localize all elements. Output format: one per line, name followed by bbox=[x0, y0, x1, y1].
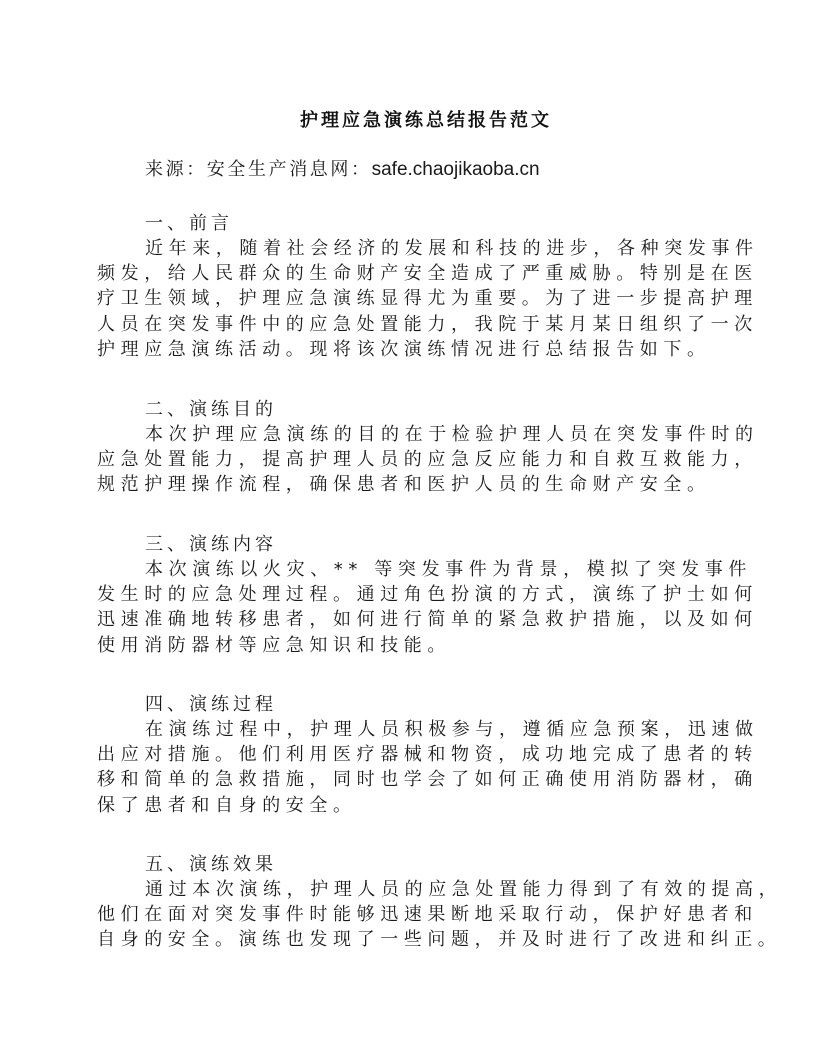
paragraph-line: 护理应急演练活动。现将该次演练情况进行总结报告如下。 bbox=[97, 338, 711, 360]
paragraph-line: 使用消防器材等应急知识和技能。 bbox=[97, 634, 451, 656]
paragraph-line: 迅速准确地转移患者，如何进行简单的紧急救护措施，以及如何 bbox=[97, 609, 758, 631]
section-purpose bbox=[97, 397, 759, 498]
paragraph-line: 规范护理操作流程，确保患者和医护人员的生命财产安全。 bbox=[97, 474, 711, 496]
section-preface bbox=[97, 211, 759, 362]
source-line bbox=[145, 157, 540, 183]
source-label: 来源：安全生产消息网： bbox=[145, 159, 372, 180]
section-content bbox=[97, 532, 758, 658]
paragraph-line: 自身的安全。演练也发现了一些问题，并及时进行了改进和纠正。 bbox=[97, 929, 782, 951]
paragraph-line: 他们在面对突发事件时能够迅速果断地采取行动，保护好患者和 bbox=[97, 904, 758, 926]
source-url: safe.chaojikaoba.cn bbox=[371, 159, 540, 180]
paragraph-line: 频发，给人民群众的生命财产安全造成了严重威胁。特别是在医 bbox=[97, 263, 758, 285]
paragraph-line: 近年来，随着社会经济的发展和科技的进步，各种突发事件 bbox=[145, 238, 759, 259]
section-heading: 二、演练目的 bbox=[145, 399, 277, 420]
section-heading: 一、前言 bbox=[145, 213, 233, 234]
section-heading: 三、演练内容 bbox=[145, 534, 277, 555]
paragraph-line: 移和简单的急救措施，同时也学会了如何正确使用消防器材，确 bbox=[97, 769, 758, 791]
paragraph-line: 在演练过程中，护理人员积极参与，遵循应急预案，迅速做 bbox=[145, 719, 759, 740]
section-effect bbox=[97, 852, 783, 953]
paragraph-line: 出应对措施。他们利用医疗器械和物资，成功地完成了患者的转 bbox=[97, 744, 758, 766]
paragraph-line: 人员在突发事件中的应急处置能力，我院于某月某日组织了一次 bbox=[97, 313, 758, 335]
paragraph-line: 疗卫生领域，护理应急演练显得尤为重要。为了进一步提高护理 bbox=[97, 288, 758, 310]
document-title: 护理应急演练总结报告范文 bbox=[300, 110, 552, 131]
section-heading: 五、演练效果 bbox=[145, 854, 277, 875]
section-heading: 四、演练过程 bbox=[145, 694, 277, 715]
paragraph-line: 保了患者和自身的安全。 bbox=[97, 794, 357, 816]
section-process bbox=[97, 692, 759, 818]
paragraph-line: 本次护理应急演练的目的在于检验护理人员在突发事件时的 bbox=[145, 424, 759, 445]
paragraph-line: 应急处置能力，提高护理人员的应急反应能力和自救互救能力， bbox=[97, 449, 758, 471]
paragraph-line: 发生时的应急处理过程。通过角色扮演的方式，演练了护士如何 bbox=[97, 584, 758, 606]
paragraph-line: 通过本次演练，护理人员的应急处置能力得到了有效的提高， bbox=[145, 879, 783, 900]
paragraph-line: 本次演练以火灾、** 等突发事件为背景，模拟了突发事件 bbox=[145, 559, 752, 580]
